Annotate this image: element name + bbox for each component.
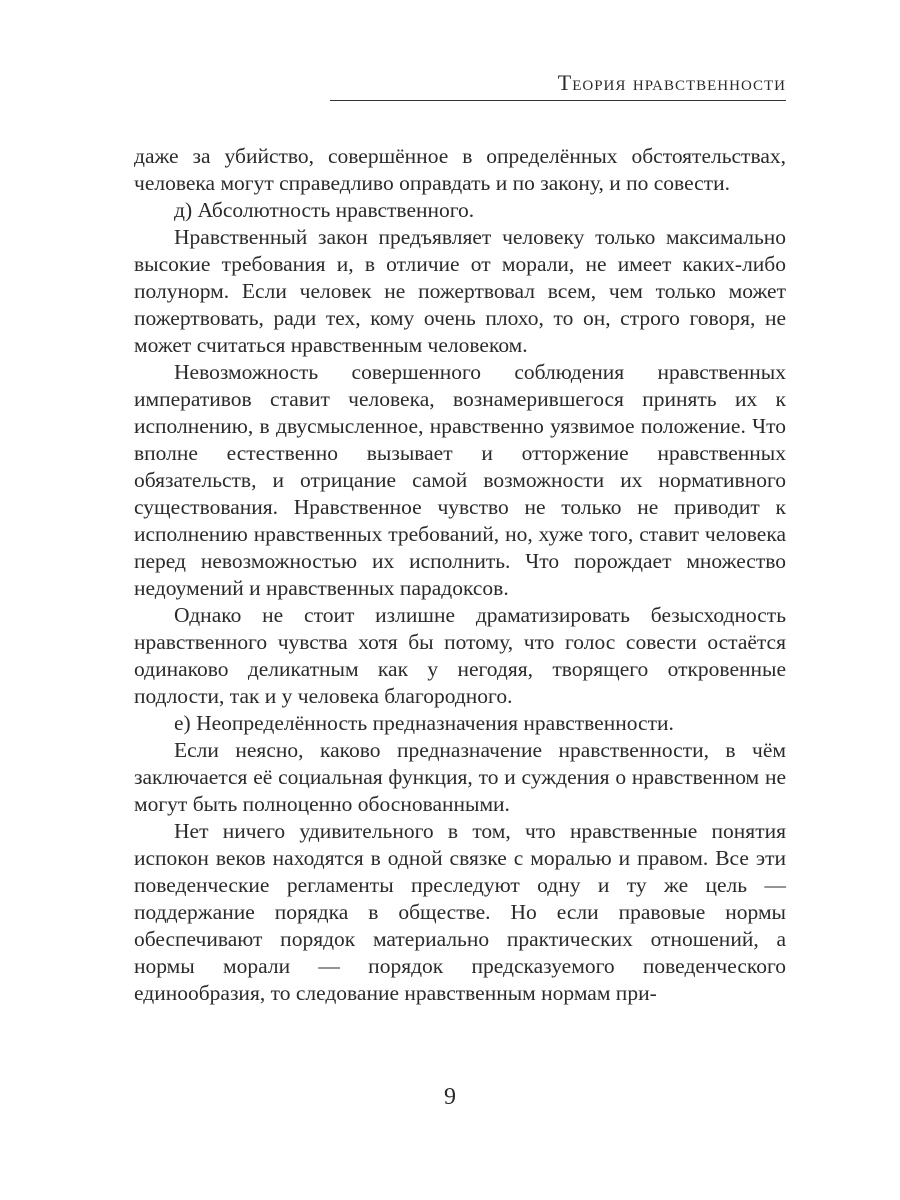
section-heading-e: е) Неопределённость предназначения нравственности. [174,711,674,735]
paragraph: Если неясно, каково предназначение нравственности, в чём заключается её социальная функция, то и суждения о нравственном не могут быть полноценно обоснованными. [134,738,786,816]
paragraph: Нет ничего удивительного в том, что нравственные понятия испокон веков находятся в одной связке с моралью и правом. Все эти поведенческие регламенты преследуют одну и ту же цель — поддержание порядка в обществе. Но если правовые нормы обеспечивают порядок материально практических отношений, а нормы морали — порядок предсказуемого поведенческого единообразия, то следование нравственным нормам при- [134,819,786,1005]
paragraph: Невозможность совершенного соблюдения нравственных императивов ставит человека, вознамерившегося принять их к исполнению, в двусмысленное, нравственно уязвимое положение. Что вполне естественно вызывает и отторжение нравственных обязательств, и отрицание самой возможности их нормативного существования. Нравственное чувство не только не приводит к исполнению нравственных требований, но, хуже того, ставит человека перед невозможностью их исполнить. Что порождает множество недоумений и нравственных парадоксов. [134,360,786,600]
paragraph-continuation: даже за убийство, совершённое в определённых обстоятельствах, человека могут справедливо оправдать и по закону, и по совести. [134,144,786,195]
paragraph: Однако не стоит излишне драматизировать безысходность нравственного чувства хотя бы потому, что голос совести остаётся одинаково деликатным как у негодяя, творящего откровенные подлости, так и у человека благородного. [134,603,786,708]
page-number: 9 [444,1084,456,1110]
section-heading-d: д) Абсолютность нравственного. [174,198,475,222]
paragraph: Нравственный закон предъявляет человеку только максимально высокие требования и, в отличие от морали, не имеет каких-либо полунорм. Если человек не пожертвовал всем, чем только может пожертвовать, ради тех, кому очень плохо, то он, строго говоря, не может считаться нравственным человеком. [134,225,786,357]
running-head-title: Теория нравственности [557,70,786,95]
body-text [134,143,786,1007]
header-rule [330,100,786,101]
